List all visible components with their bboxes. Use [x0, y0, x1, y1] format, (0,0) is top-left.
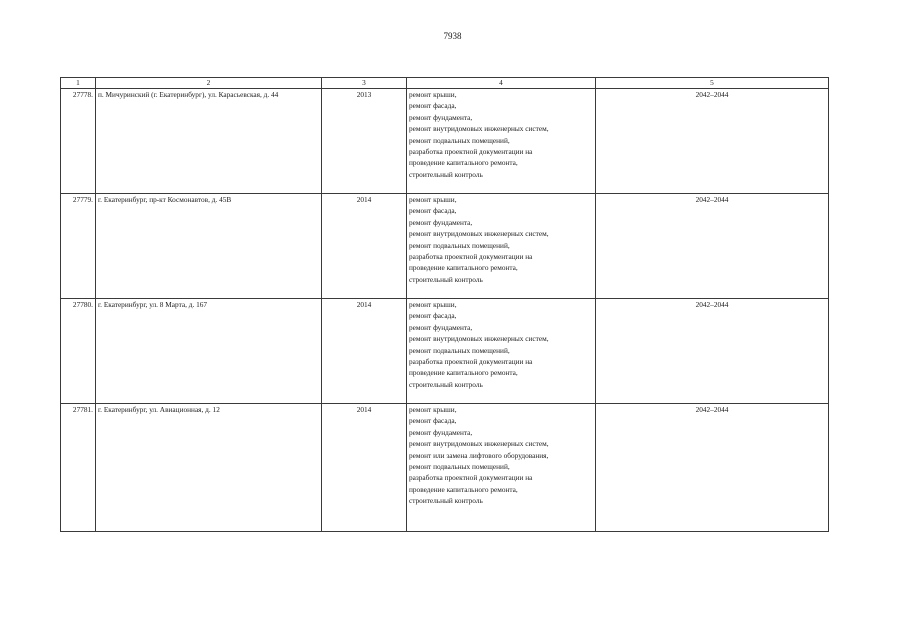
- work-item: ремонт фасада,: [409, 101, 457, 111]
- page-number: 7938: [443, 31, 462, 41]
- row-period: 2042–2044: [596, 404, 829, 532]
- work-item: строительный контроль: [409, 496, 483, 506]
- row-period: 2042–2044: [596, 194, 829, 299]
- table-row: [61, 299, 829, 404]
- table-row: [61, 194, 829, 299]
- work-item: ремонт крыши,: [409, 90, 457, 99]
- row-number: 27778.: [61, 89, 96, 194]
- work-item: проведение капитального ремонта,: [409, 368, 518, 378]
- work-item: проведение капитального ремонта,: [409, 158, 518, 168]
- header-col-3: 3: [322, 78, 407, 89]
- header-col-2: 2: [96, 78, 322, 89]
- row-works: [407, 89, 596, 194]
- row-year: 2014: [322, 404, 407, 532]
- row-number: 27779.: [61, 194, 96, 299]
- work-item: проведение капитального ремонта,: [409, 263, 518, 273]
- work-item: разработка проектной документации на: [409, 252, 533, 262]
- row-number: 27780.: [61, 299, 96, 404]
- table-header-row: [61, 78, 829, 89]
- work-item: разработка проектной документации на: [409, 473, 533, 483]
- row-address: п. Мичуринский (г. Екатеринбург), ул. Карасьевская, д. 44: [96, 89, 322, 194]
- work-item: ремонт фасада,: [409, 311, 457, 321]
- repair-schedule-table: [60, 77, 829, 532]
- row-period: 2042–2044: [596, 89, 829, 194]
- work-item: ремонт фундамента,: [409, 217, 473, 227]
- work-item: ремонт подвальных помещений,: [409, 462, 510, 472]
- header-col-5: 5: [596, 78, 829, 89]
- row-works: [407, 404, 596, 532]
- row-year: 2014: [322, 194, 407, 299]
- work-item: разработка проектной документации на: [409, 147, 533, 157]
- header-col-1: 1: [61, 78, 96, 89]
- row-works: [407, 194, 596, 299]
- row-address: г. Екатеринбург, пр-кт Космонавтов, д. 45В: [96, 194, 322, 299]
- table-row: [61, 89, 829, 194]
- work-item: строительный контроль: [409, 169, 483, 179]
- row-year: 2014: [322, 299, 407, 404]
- work-item: ремонт внутридомовых инженерных систем,: [409, 439, 549, 449]
- work-item: ремонт фундамента,: [409, 322, 473, 332]
- work-item: ремонт подвальных помещений,: [409, 135, 510, 145]
- work-item: ремонт подвальных помещений,: [409, 240, 510, 250]
- work-item: ремонт фундамента,: [409, 427, 473, 437]
- work-item: ремонт подвальных помещений,: [409, 345, 510, 355]
- work-item: проведение капитального ремонта,: [409, 484, 518, 494]
- row-year: 2013: [322, 89, 407, 194]
- table-row: [61, 404, 829, 532]
- work-item: ремонт крыши,: [409, 195, 457, 204]
- work-item: ремонт внутридомовых инженерных систем,: [409, 229, 549, 239]
- work-item: ремонт внутридомовых инженерных систем,: [409, 334, 549, 344]
- row-address: г. Екатеринбург, ул. Авиационная, д. 12: [96, 404, 322, 532]
- work-item: разработка проектной документации на: [409, 357, 533, 367]
- row-works: [407, 299, 596, 404]
- row-period: 2042–2044: [596, 299, 829, 404]
- work-item: ремонт внутридомовых инженерных систем,: [409, 124, 549, 134]
- row-address: г. Екатеринбург, ул. 8 Марта, д. 167: [96, 299, 322, 404]
- work-item: ремонт крыши,: [409, 405, 457, 414]
- work-item: ремонт крыши,: [409, 300, 457, 309]
- work-item: ремонт или замена лифтового оборудования,: [409, 450, 549, 460]
- work-item: ремонт фасада,: [409, 416, 457, 426]
- work-item: ремонт фундамента,: [409, 112, 473, 122]
- row-number: 27781.: [61, 404, 96, 532]
- work-item: ремонт фасада,: [409, 206, 457, 216]
- work-item: строительный контроль: [409, 379, 483, 389]
- header-col-4: 4: [407, 78, 596, 89]
- work-item: строительный контроль: [409, 274, 483, 284]
